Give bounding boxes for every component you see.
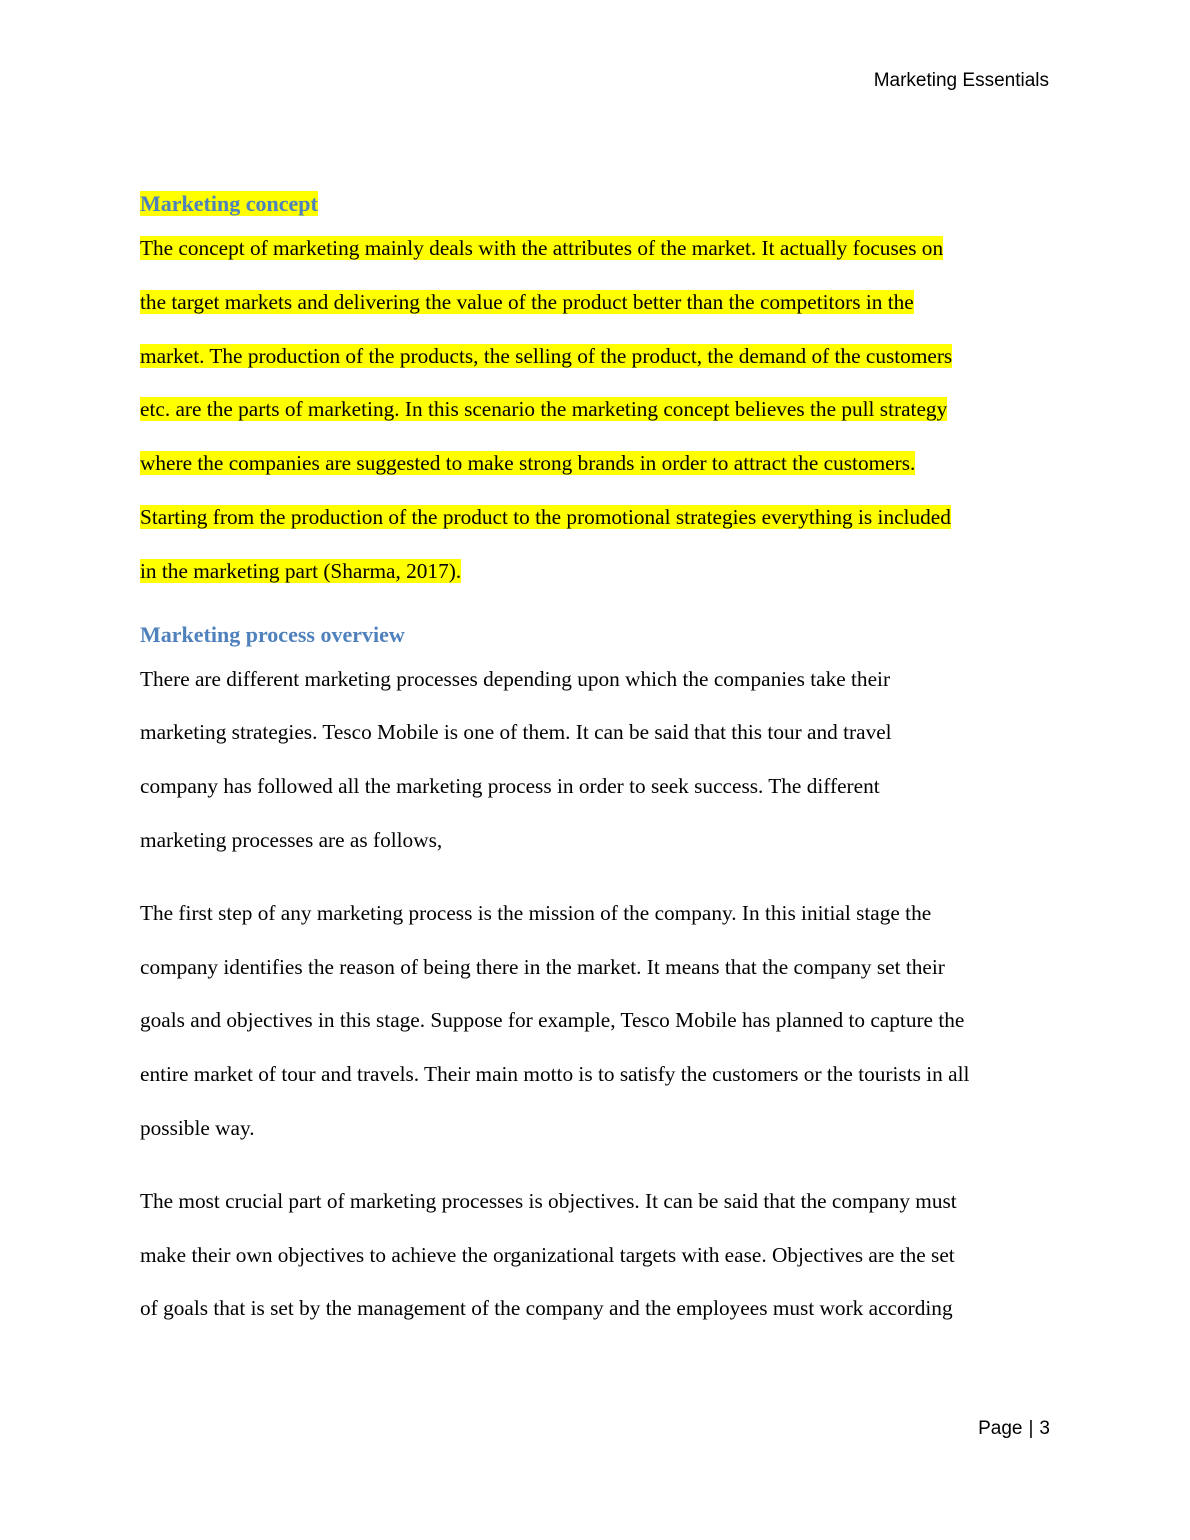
section-heading-marketing-process-overview: Marketing process overview <box>140 621 405 647</box>
text-line: Starting from the production of the product to the promotional strategies everything is included <box>140 504 951 529</box>
text-line: marketing strategies. Tesco Mobile is one of them. It can be said that this tour and travel <box>140 720 892 745</box>
text-line: marketing processes are as follows, <box>140 827 443 852</box>
text-line: goals and objectives in this stage. Suppose for example, Tesco Mobile has planned to capture the <box>140 1008 965 1033</box>
text-line: The concept of marketing mainly deals with the attributes of the market. It actually focuses on <box>140 236 944 260</box>
text-line: The first step of any marketing process is the mission of the company. In this initial stage the <box>140 900 932 925</box>
section-heading-marketing-concept: Marketing concept <box>140 191 318 216</box>
text-line: entire market of tour and travels. Their main motto is to satisfy the customers or the tourists in all <box>140 1062 970 1087</box>
page-label: Page <box>978 1418 1023 1439</box>
text-line: There are different marketing processes depending upon which the companies take their <box>140 666 891 691</box>
paragraph-mission <box>140 887 1052 1156</box>
page-body <box>140 186 1052 1336</box>
text-line: etc. are the parts of marketing. In this scenario the marketing concept believes the pull strategy <box>140 397 948 422</box>
text-line: of goals that is set by the management of the company and the employees must work according <box>140 1296 953 1321</box>
text-line: company identifies the reason of being there in the market. It means that the company set their <box>140 954 945 979</box>
text-line: in the marketing part (Sharma, 2017). <box>140 558 462 583</box>
text-line: possible way. <box>140 1115 255 1140</box>
running-header: Marketing Essentials <box>873 70 1049 91</box>
paragraph-marketing-concept <box>140 222 1052 599</box>
paragraph-objectives <box>140 1175 1052 1336</box>
text-line: make their own objectives to achieve the organizational targets with ease. Objectives are the set <box>140 1242 955 1267</box>
text-line: market. The production of the products, the selling of the product, the demand of the customers <box>140 343 953 368</box>
page-footer <box>978 1418 1050 1440</box>
text-line: The most crucial part of marketing processes is objectives. It can be said that the company must <box>140 1188 957 1213</box>
text-line: where the companies are suggested to make strong brands in order to attract the customers. <box>140 451 916 476</box>
text-line: company has followed all the marketing process in order to seek success. The different <box>140 774 880 799</box>
page-number: 3 <box>1039 1418 1050 1439</box>
page-separator: | <box>1028 1418 1034 1439</box>
paragraph-process-intro <box>140 653 1052 868</box>
text-line: the target markets and delivering the value of the product better than the competitors in the <box>140 289 914 314</box>
